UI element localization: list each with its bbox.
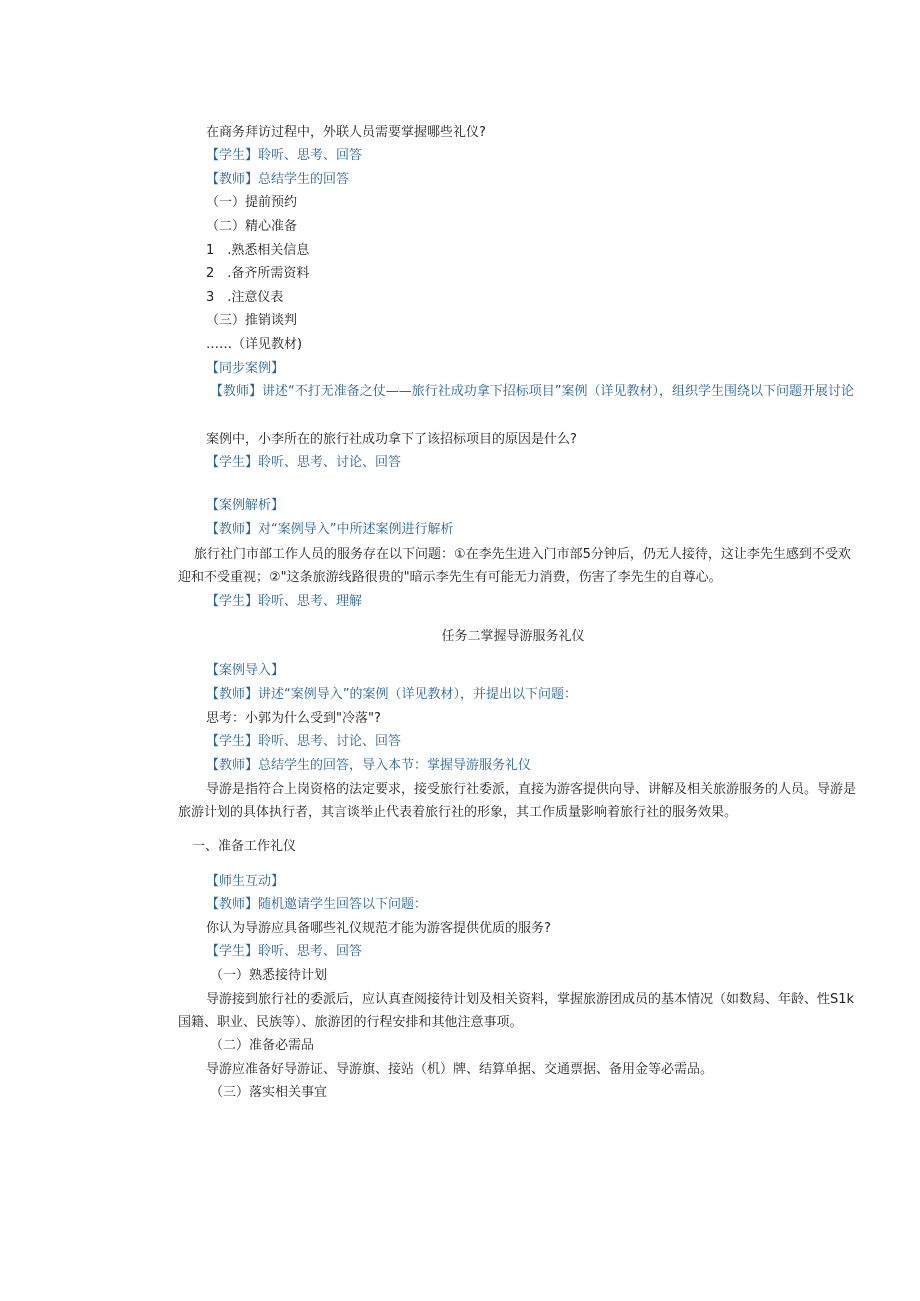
case-intro-heading: 【案例导入】 (206, 663, 285, 678)
task-title: 任务二掌握导游服务礼仪 (441, 629, 585, 644)
teacher-case-intro: 【教师】讲述“案例导入”的案例（详见教材），并提出以下问题： (206, 687, 577, 702)
numbered-item: 1 .熟悉相关信息 (206, 243, 310, 258)
section-item: （三）推销谈判 (206, 313, 298, 328)
section-item: （一）熟悉接待计划 (210, 968, 328, 983)
student-response: 【学生】聆听、思考、回答 (206, 944, 363, 959)
discussion-question: 你认为导游应具备哪些礼仪规范才能为游客提供优质的服务? (206, 921, 551, 936)
numbered-item: 3 .注意仪表 (206, 290, 284, 305)
teacher-case-paragraph: 【教师】讲述“不打无准备之仗——旅行社成功拿下招标项目”案例（详见教材），组织学生围绕以下问题开展讨论 (210, 384, 854, 399)
teacher-analysis: 【教师】对“案例导入”中所述案例进行解析 (206, 522, 454, 537)
see-textbook-note: ……（详见教材) (206, 337, 303, 352)
student-response: 【学生】聆听、思考、理解 (206, 594, 363, 609)
section-item: （三）落实相关事宜 (210, 1085, 328, 1100)
section-heading: 一、准备工作礼仪 (192, 839, 297, 854)
think-question: 思考：小郭为什么受到"冷落"? (206, 711, 381, 726)
analysis-paragraph: 旅行社门市部工作人员的服务存在以下问题：①在李先生进入门市部5分钟后，仍无人接待，这让李先生感到不受欢迎和不受重视；②"这条旅游线路很贵的"暗示李先生有可能无力消费，伤害了李先生的自尊心。 (178, 547, 851, 585)
numbered-item: 2 .备齐所需资料 (206, 266, 310, 281)
teacher-summary: 【教师】总结学生的回答 (206, 172, 350, 187)
case-question: 案例中，小李所在的旅行社成功拿下了该招标项目的原因是什么? (206, 432, 577, 447)
items-paragraph: 导游应准备好导游证、导游旗、接站（机）牌、结算单据、交通票据、备用金等必需品。 (206, 1062, 714, 1077)
student-response: 【学生】聆听、思考、讨论、回答 (206, 734, 402, 749)
sync-case-heading: 【同步案例】 (206, 361, 285, 376)
tour-guide-definition: 导游是指符合上岗资格的法定要求，接受旅行社委派，直接为游客提供向导、讲解及相关旅游服务的人员。导游是旅游计划的具体执行者，其言谈举止代表着旅行社的形象，其工作质量影响着旅行社的服务效果。 (178, 782, 857, 820)
section-item: （二）精心准备 (206, 219, 298, 234)
student-response: 【学生】聆听、思考、回答 (206, 148, 363, 163)
section-item: （一）提前预约 (206, 195, 298, 210)
case-analysis-heading: 【案例解析】 (206, 498, 285, 513)
teacher-summary: 【教师】总结学生的回答，导入本节：掌握导游服务礼仪 (206, 758, 532, 773)
interaction-heading: 【师生互动】 (206, 874, 285, 889)
teacher-question: 【教师】随机邀请学生回答以下问题： (206, 897, 428, 912)
student-response: 【学生】聆听、思考、讨论、回答 (206, 455, 402, 470)
question-text: 在商务拜访过程中，外联人员需要掌握哪些礼仪? (206, 125, 486, 140)
plan-paragraph: 导游接到旅行社的委派后，应认真查阅接待计划及相关资料，掌握旅游团成员的基本情况（如数舄、年龄、性S1k国籍、职业、民族等）、旅游团的行程安排和其他注意事项。 (178, 992, 855, 1030)
section-item: （二）准备必需品 (210, 1038, 315, 1053)
